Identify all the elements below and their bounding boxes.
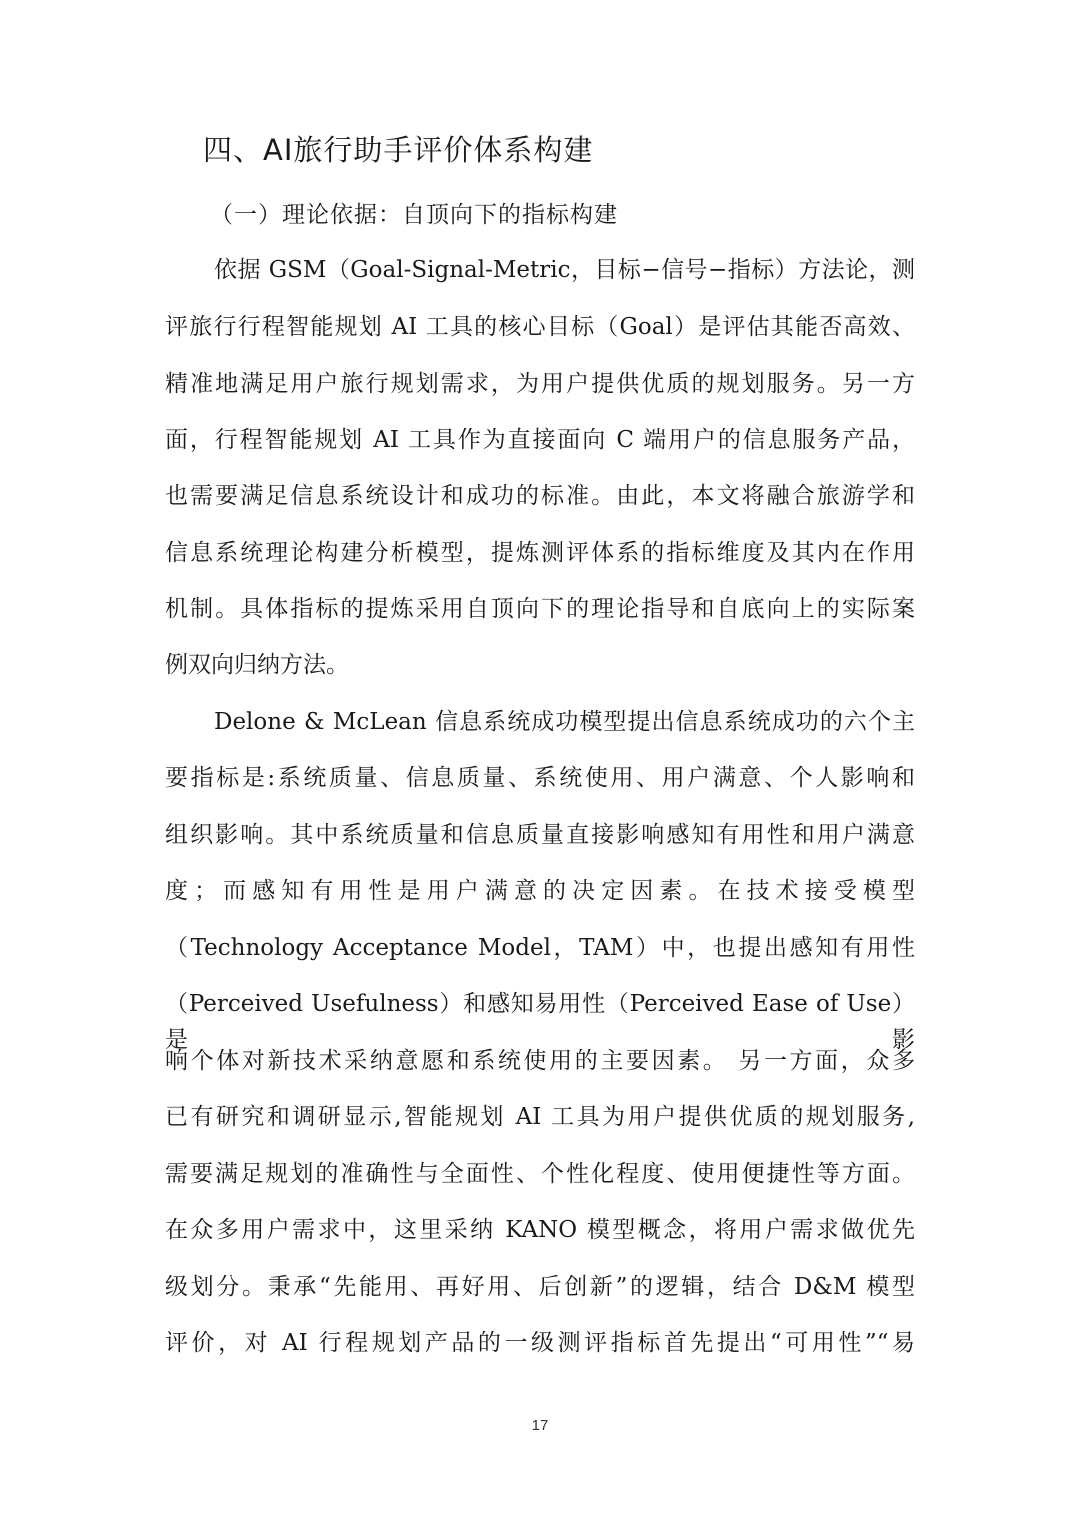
page-number: 17 [531,1417,549,1434]
paragraph-line: 评价，对 AI 行程规划产品的一级测评指标首先提出“可用性”“易 [165,1330,915,1356]
paragraph-line: 例双向归纳方法。 [165,652,349,678]
paragraph-line: 在众多用户需求中，这里采纳 KANO 模型概念，将用户需求做优先 [165,1217,915,1243]
paragraph-line: 信息系统理论构建分析模型，提炼测评体系的指标维度及其内在作用 [165,540,915,566]
paragraph-line: 要指标是:系统质量、信息质量、系统使用、用户满意、个人影响和 [165,765,915,791]
paragraph-line: 级划分。秉承“先能用、再好用、后创新”的逻辑，结合 D&M 模型 [165,1274,915,1300]
subsection-heading: （一）理论依据：自顶向下的指标构建 [210,202,618,228]
paragraph-line: 需要满足规划的准确性与全面性、个性化程度、使用便捷性等方面。 [165,1161,915,1187]
paragraph-line: （Perceived Usefulness）和感知易用性（Perceived Ease of Use）是影 [165,991,915,1053]
paragraph-line: 精准地满足用户旅行规划需求，为用户提供优质的规划服务。另一方 [165,371,915,397]
paragraph-line: 机制。具体指标的提炼采用自顶向下的理论指导和自底向上的实际案 [165,596,915,622]
paragraph-line: （Technology Acceptance Model，TAM）中，也提出感知有用性 [165,935,915,961]
paragraph-line: Delone & McLean 信息系统成功模型提出信息系统成功的六个主 [214,709,915,735]
paragraph-line: 依据 GSM（Goal-Signal-Metric，目标−信号−指标）方法论，测 [214,257,915,283]
paragraph-line: 面，行程智能规划 AI 工具作为直接面向 C 端用户的信息服务产品， [165,427,915,453]
paragraph-line: 也需要满足信息系统设计和成功的标准。由此，本文将融合旅游学和 [165,483,915,509]
paragraph-line: 响个体对新技术采纳意愿和系统使用的主要因素。 另一方面，众多 [165,1048,915,1074]
paragraph-line: 组织影响。其中系统质量和信息质量直接影响感知有用性和用户满意 [165,822,915,848]
paragraph-line: 度；而感知有用性是用户满意的决定因素。在技术接受模型 [165,878,915,904]
section-heading: 四、AI旅行助手评价体系构建 [203,133,594,167]
paragraph-line: 评旅行行程智能规划 AI 工具的核心目标（Goal）是评估其能否高效、 [165,314,915,340]
paragraph-line: 已有研究和调研显示,智能规划 AI 工具为用户提供优质的规划服务, [165,1104,915,1130]
